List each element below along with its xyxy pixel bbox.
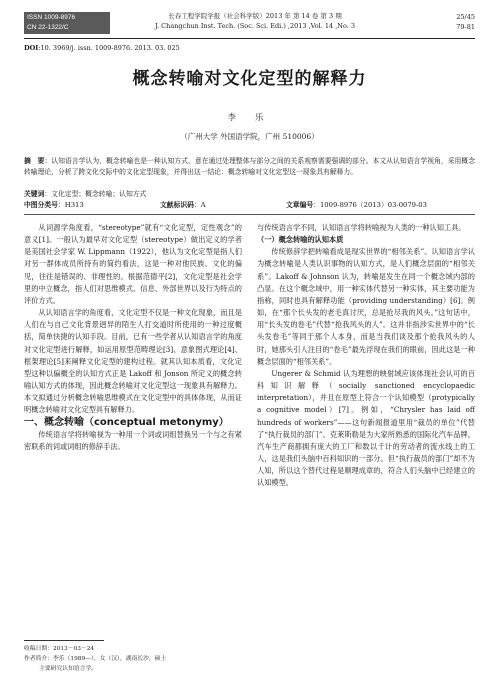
keywords bbox=[24, 189, 475, 200]
clc-number bbox=[24, 200, 84, 211]
right-column bbox=[257, 222, 475, 489]
body-divider bbox=[24, 214, 475, 215]
page-number-1: 25/45 bbox=[456, 13, 475, 21]
footnote bbox=[24, 644, 242, 674]
clc-label: 中图分类号 bbox=[24, 201, 58, 209]
left-column bbox=[24, 222, 242, 453]
page-numbers bbox=[420, 12, 475, 32]
received-date: 收稿日期：2013－03－24 bbox=[24, 646, 95, 652]
journal-name-cn: 长春工程学院学报（社会科学版）2013 年 第 14 卷 第 3 期 bbox=[168, 12, 342, 20]
body-paragraph: 从认知语言学的角度看，文化定型不仅是一种文化现象，而且是人们在与自己文化背景迥异的陌生人打交道时所使用的一种过度概括，简单快捷的认知手段。目前，已有一些学者从认知语言学的角度对文化定型进行解释，如运用原型范畴理论[3]、意象图式理论[4]、框架理论[5]来阐释文化定型的建构过程。就其认知本质看，文化定型这种以偏概全的认知方式正是 Lakoff 和 Jonson 所定义的概念转喻认知方式的体现，因此概念转喻对文化定型这一现象具有解释力。本文拟通过分析概念转喻思维模式在文化定型中的具体体现，从而证明概念转喻对文化定型具有解释力。 bbox=[24, 308, 242, 415]
body-paragraph: 从词源学角度看，“stereotype”就有“文化定型，定性观念”的意义[1]。一般认为最早对文化定型（stereotype）做出定义的学者是美国社会学家 W. Lippmann（1922），他认为文化定型是指人们对另一群体成员所持有的简约看法，这是一种对他民族、文化的偏见，往往是错误的、非理性的。根据范德平[2]，文化定型是社会学里的中立概念，指人们对思维模式、信息、外部世界以及行为特点的评价方式。 bbox=[24, 223, 242, 305]
author-affiliation: （广州大学 外国语学院，广州 510006） bbox=[180, 132, 319, 141]
journal-header bbox=[130, 12, 380, 31]
doi-line bbox=[24, 44, 180, 52]
document-code bbox=[160, 200, 206, 211]
abstract-text: ：认知语言学认为，概念转喻也是一种认知方式，意在通过处理整体与部分之间的关系观察需要强调的部分。本文从认知语言学视角，采用概念转喻理论，分析了跨文化交际中的文化定型现象，并得出这一结论：概念转喻对文化定型这一现象具有解释力。 bbox=[24, 157, 476, 176]
issn: ISSN 1009-8976 bbox=[27, 14, 76, 21]
author-bio-continued: 主要研究认知语言学。 bbox=[39, 666, 98, 672]
subsection-heading: （一）概念转喻的认知本质 bbox=[257, 235, 344, 245]
doc-code-value: ：A bbox=[193, 201, 206, 209]
body-paragraph: 与传统语言学不同，认知语言学将转喻视为人类的一种认知工具。 bbox=[257, 223, 466, 232]
paper-title: 概念转喻对文化定型的解释力 bbox=[132, 69, 367, 89]
author-name: 李 乐 bbox=[227, 113, 272, 123]
body-paragraph: Ungerer & Schmid 认为理想的映射域应该体现社会认可的百科知识解释（socially sanctioned encyclopaedic interpretation），并且在原型上符合一个认知模型（protypically a cognitive model）[7]。例如，“Chrysler has laid off hundreds of workers”——这句新闻报道里用“裁员的单位”代替了“执行裁员的部门”。克莱斯勒是为大家所熟悉的国际化汽车品牌，汽车生产商都拥有庞大的工厂和数以千计的劳动者的流水线上的工人，这是我们头脑中百科知识的一部分。但“执行裁员的部门”却不为人知，所以这个替代过程是顺理成章的，符合人们头脑中已经建立的认知模型。 bbox=[257, 368, 475, 488]
cn-number: CN 22-1322/C bbox=[27, 24, 69, 31]
body-paragraph: 传统修辞学把转喻看成是现实世界的“相邻关系”。认知语言学认为概念转喻是人类认识事物的认知方式，是人们概念层面的“相邻关系”。Lakoff & Johnson 认为，转喻是发生在同一个概念域内部的凸显。在这个概念域中，用一种实体代替另一种实体，其主要功能为指称，同时也具有解释功能（providing understanding）[6]。例如，在“那个长头发的老毛真讨厌，总是抢尽我的风头。”这句话中，用“长头发的卷毛”代替“抢我风头的人”。这并非指涉实世界中的“长头发卷毛”等同于那个人本身，而是当我们谈及那个抢我风头的人时，她那头引人注目的“卷毛”最先浮现在我们的眼前，因此这是一种概念层面的“相邻关系”。 bbox=[257, 247, 475, 366]
clc-value: ：H313 bbox=[57, 201, 84, 209]
issn-box bbox=[24, 12, 110, 34]
abstract bbox=[24, 156, 475, 178]
section-heading: 一、概念转喻（conceptual metonymy） bbox=[24, 416, 229, 428]
page-number-2: 79-81 bbox=[456, 23, 475, 31]
journal-name-en: J. Changchun Inst. Tech. (Soc. Sci. Edi.) ,2013 ,Vol. 14 ,No. 3 bbox=[154, 21, 356, 30]
article-number bbox=[286, 200, 427, 211]
abstract-label: 摘 要 bbox=[24, 157, 45, 165]
keywords-text: ：文化定型；概念转喻；认知方式 bbox=[44, 190, 147, 198]
doi-label: DOI bbox=[24, 44, 39, 52]
footnote-divider bbox=[24, 640, 104, 641]
doi-value: :10. 3969/j. issn. 1009-8976. 2013. 03. 025 bbox=[38, 44, 180, 52]
article-no-label: 文章编号 bbox=[286, 201, 314, 209]
author-bio: 作者简介：李乐（1989—），女（汉），湖南长沙，硕士 bbox=[24, 656, 167, 662]
article-no-value: ：1009-8976（2013）03-0079-03 bbox=[313, 201, 427, 209]
keywords-label: 关键词 bbox=[24, 190, 45, 198]
header-divider bbox=[24, 38, 475, 39]
body-paragraph: 传统语言学将转喻视为一种用一个词或词组替换另一个与之有紧密联系的词或词组的修辞手法。 bbox=[24, 429, 242, 451]
doc-code-label: 文献标识码 bbox=[160, 201, 194, 209]
